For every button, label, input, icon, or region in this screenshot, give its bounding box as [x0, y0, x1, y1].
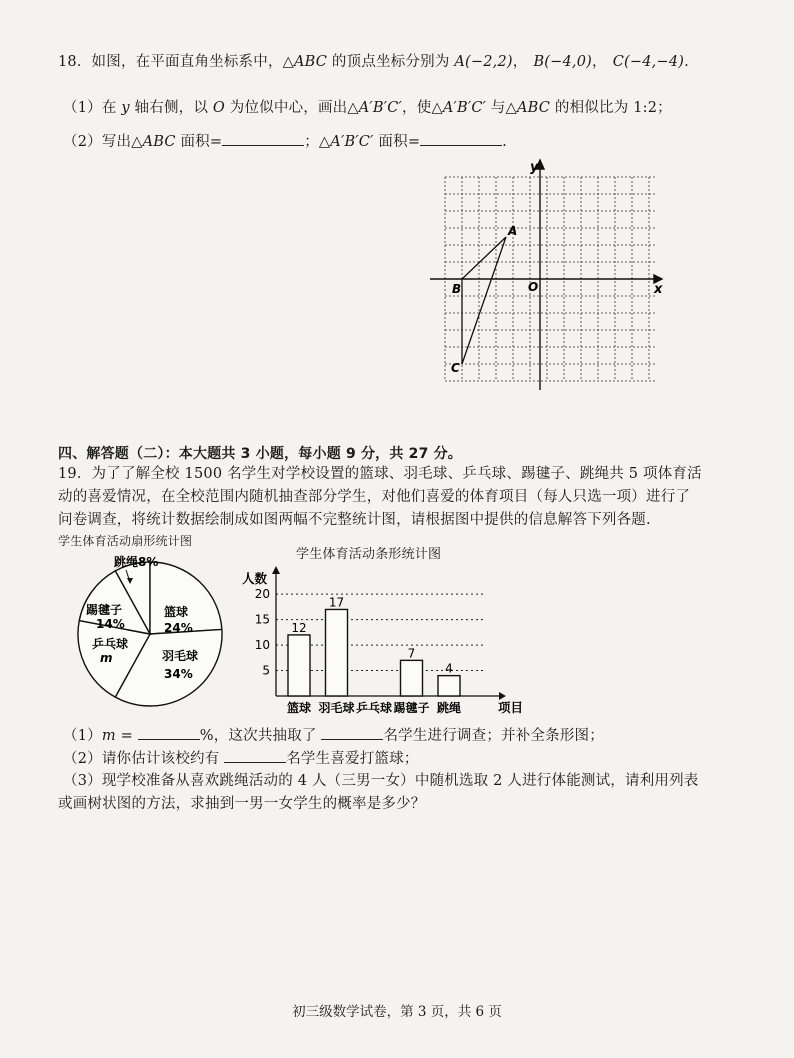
bar-chart	[240, 560, 524, 720]
pie-value-3: m	[100, 651, 113, 665]
bar-1	[326, 609, 348, 696]
pie-label-4: 踢毽子	[86, 603, 123, 617]
bar-category-2: 乒乓球	[355, 701, 393, 715]
q19-stem-1: 19．为了了解全校 1500 名学生对学校设置的篮球、羽毛球、乒乓球、踢毽子、跳绳共 5 项体育活	[58, 466, 702, 482]
pie-chart	[70, 552, 230, 714]
q18-stem: 18．如图，在平面直角坐标系中，△ABC 的顶点坐标分别为 A(−2,2)， B(−4,0)， C(−4,−4).	[58, 54, 689, 70]
answer-blank-m[interactable]	[138, 725, 200, 740]
pie-value-4: 14%	[96, 617, 125, 631]
q19-sub2: （2）请你估计该校约有 名学生喜爱打篮球；	[63, 747, 419, 768]
pie-label-0: 跳绳8%	[114, 555, 159, 569]
answer-blank-sample-size[interactable]	[321, 725, 383, 740]
pie-label-3: 乒乓球	[92, 637, 129, 651]
label-y-axis: y	[530, 160, 539, 175]
bar-y-arrow	[272, 566, 280, 574]
pie-chart-title: 学生体育活动扇形统计图	[58, 534, 193, 548]
pie-value-1: 24%	[164, 621, 193, 635]
bar-ytick-1: 10	[254, 638, 270, 653]
q19-sub3-1: （3）现学校准备从喜欢跳绳活动的 4 人（三男一女）中随机选取 2 人进行体能测试，请利用列表	[63, 773, 699, 789]
bar-4	[438, 676, 460, 696]
bar-value-label-3: 7	[407, 646, 416, 661]
bar-value-label-4: 4	[445, 661, 453, 676]
bar-value-label-1: 17	[328, 595, 345, 610]
coordinate-grid-figure	[430, 155, 670, 390]
pie-slices	[78, 562, 222, 706]
bar-xlabel: 项目	[498, 700, 524, 715]
bar-3	[401, 660, 423, 696]
label-origin: O	[528, 280, 539, 294]
q19-stem-3: 问卷调查，将统计数据绘制成如图两幅不完整统计图，请根据图中提供的信息解答下列各题.	[58, 512, 651, 528]
answer-blank-basketball-estimate[interactable]	[224, 748, 286, 763]
page-footer: 初三级数学试卷，第 3 页，共 6 页	[292, 1004, 502, 1020]
pie-label-1: 篮球	[164, 605, 189, 619]
bar-ytick-3: 20	[254, 587, 270, 602]
label-point-c: C	[451, 361, 460, 375]
bar-ytick-0: 5	[262, 663, 270, 678]
bar-ylabel: 人数	[242, 571, 268, 586]
bar-category-0: 篮球	[286, 701, 312, 715]
q18-part1: （1）在 y 轴右侧，以 O 为位似中心，画出△A′B′C′，使△A′B′C′ 与△ABC 的相似比为 1:2；	[63, 100, 672, 116]
pie-label-2: 羽毛球	[162, 649, 199, 663]
bar-ytick-2: 15	[254, 612, 270, 627]
label-point-b: B	[452, 282, 462, 296]
triangle-abc	[462, 237, 506, 364]
bar-marks	[288, 609, 460, 696]
bar-0	[288, 635, 310, 696]
q19-sub1: （1）m = %，这次共抽取了 名学生进行调查；并补全条形图；	[63, 724, 604, 745]
label-point-a: A	[508, 224, 518, 238]
bar-value-label-0: 12	[291, 620, 307, 635]
q18-part2: （2）写出△ABC 面积= ；△A′B′C′ 面积= .	[63, 130, 507, 151]
bar-category-4: 跳绳	[436, 701, 462, 715]
bar-text	[242, 571, 523, 715]
q19-stem-2: 动的喜爱情况，在全校范围内随机抽查部分学生，对他们喜爱的体育项目（每人只选一项）进行了	[58, 489, 691, 505]
bar-category-3: 踢毽子	[393, 701, 430, 715]
q19-sub3-2: 或画树状图的方法，求抽到一男一女学生的概率是多少？	[58, 796, 426, 812]
bar-chart-title: 学生体育活动条形统计图	[296, 547, 442, 562]
bar-x-arrow	[499, 692, 506, 700]
section4-title: 四、解答题（二）：本大题共 3 小题，每小题 9 分，共 27 分。	[58, 446, 463, 462]
answer-blank-abc2-area[interactable]	[420, 131, 502, 146]
bar-category-1: 羽毛球	[318, 701, 355, 715]
label-x-axis: x	[654, 282, 663, 297]
pie-value-2: 34%	[164, 667, 193, 681]
answer-blank-abc-area[interactable]	[222, 131, 304, 146]
